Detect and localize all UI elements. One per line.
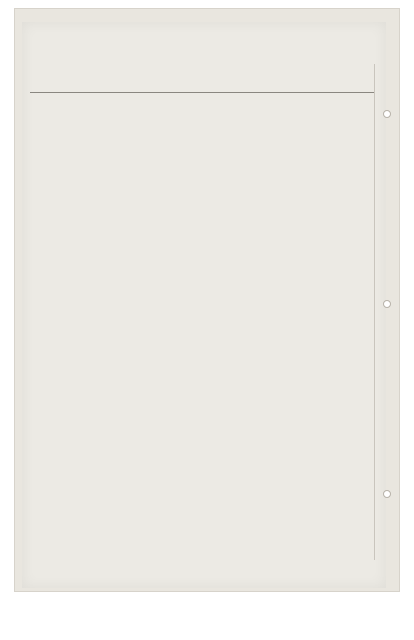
- binding-hole: [383, 110, 391, 118]
- binding-hole: [383, 490, 391, 498]
- page-spine: [374, 64, 375, 560]
- binding-hole: [383, 300, 391, 308]
- document-page: [22, 22, 386, 588]
- header-rule: [30, 92, 374, 93]
